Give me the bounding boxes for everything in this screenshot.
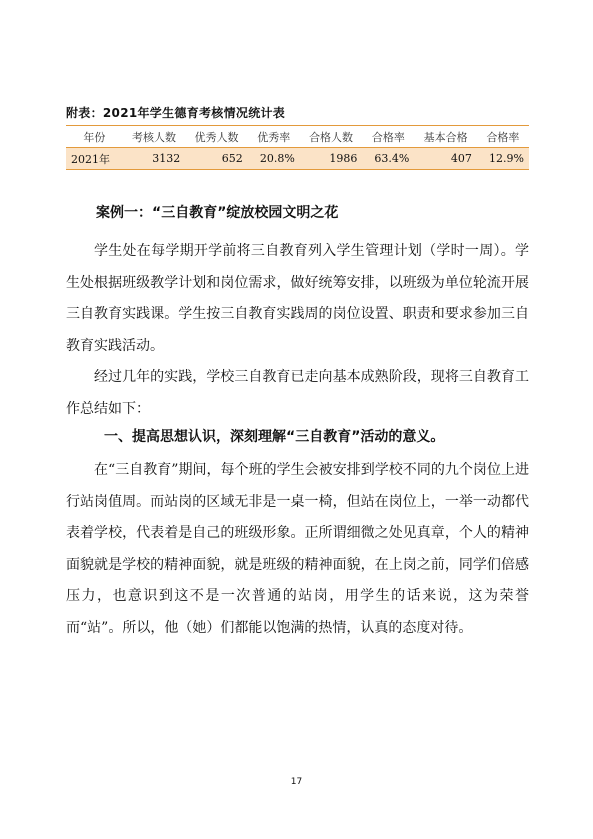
paragraph-summary: 经过几年的实践，学校三自教育已走向基本成熟阶段，现将三自教育工作总结如下： xyxy=(66,369,529,417)
header-excellent-count: 优秀人数 xyxy=(194,130,239,144)
cell-assessed-count: 3132 xyxy=(152,152,181,165)
cell-excellent-rate: 20.8% xyxy=(259,152,295,165)
header-excellent-rate: 优秀率 xyxy=(257,130,291,144)
header-basic-qualified: 基本合格 xyxy=(423,130,468,144)
cell-year: 2021年 xyxy=(71,152,110,166)
paragraph-intro: 学生处在每学期开学前将三自教育列入学生管理计划（学时一周）。学生处根据班级教学计划和岗位需求，做好统筹安排，以班级为单位轮流开展三自教育实践课。学生按三自教育实践周的岗位设置、职责和要求参加三自教育实践活动。 xyxy=(66,243,529,354)
table-header-row xyxy=(66,126,529,148)
header-year: 年份 xyxy=(83,130,106,144)
case-heading: 案例一：“三自教育”绽放校园文明之花 xyxy=(96,205,339,221)
section-subheading: 一、提高思想认识，深刻理解“三自教育”活动的意义。 xyxy=(104,429,445,445)
cell-basic-qualified-rate: 12.9% xyxy=(489,152,524,165)
header-qualified-count: 合格人数 xyxy=(309,130,354,144)
cell-qualified-count: 1986 xyxy=(329,152,358,165)
header-qualified-rate: 合格率 xyxy=(371,130,405,144)
table-caption: 附表：2021年学生德育考核情况统计表 xyxy=(66,106,286,120)
cell-basic-qualified: 407 xyxy=(450,152,472,165)
cell-excellent-count: 652 xyxy=(221,152,243,165)
header-basic-qualified-rate: 合格率 xyxy=(486,130,520,144)
cell-qualified-rate: 63.4% xyxy=(374,152,410,165)
statistics-table xyxy=(66,125,529,170)
header-assessed-count: 考核人数 xyxy=(131,130,176,144)
table-row xyxy=(66,148,529,170)
page-number: 17 xyxy=(290,777,303,787)
paragraph-body: 在“三自教育”期间，每个班的学生会被安排到学校不同的九个岗位上进行站岗值周。而站岗的区域无非是一桌一椅，但站在岗位上，一举一动都代表着学校，代表着是自己的班级形象。正所谓细微之处见真章，个人的精神面貌就是学校的精神面貌，就是班级的精神面貌，在上岗之前，同学们倍感压力，也意识到这不是一次普通的站岗，用学生的话来说，这为荣誉而“站”。所以，他（她）们都能以饱满的热情，认真的态度对待。 xyxy=(66,462,529,636)
